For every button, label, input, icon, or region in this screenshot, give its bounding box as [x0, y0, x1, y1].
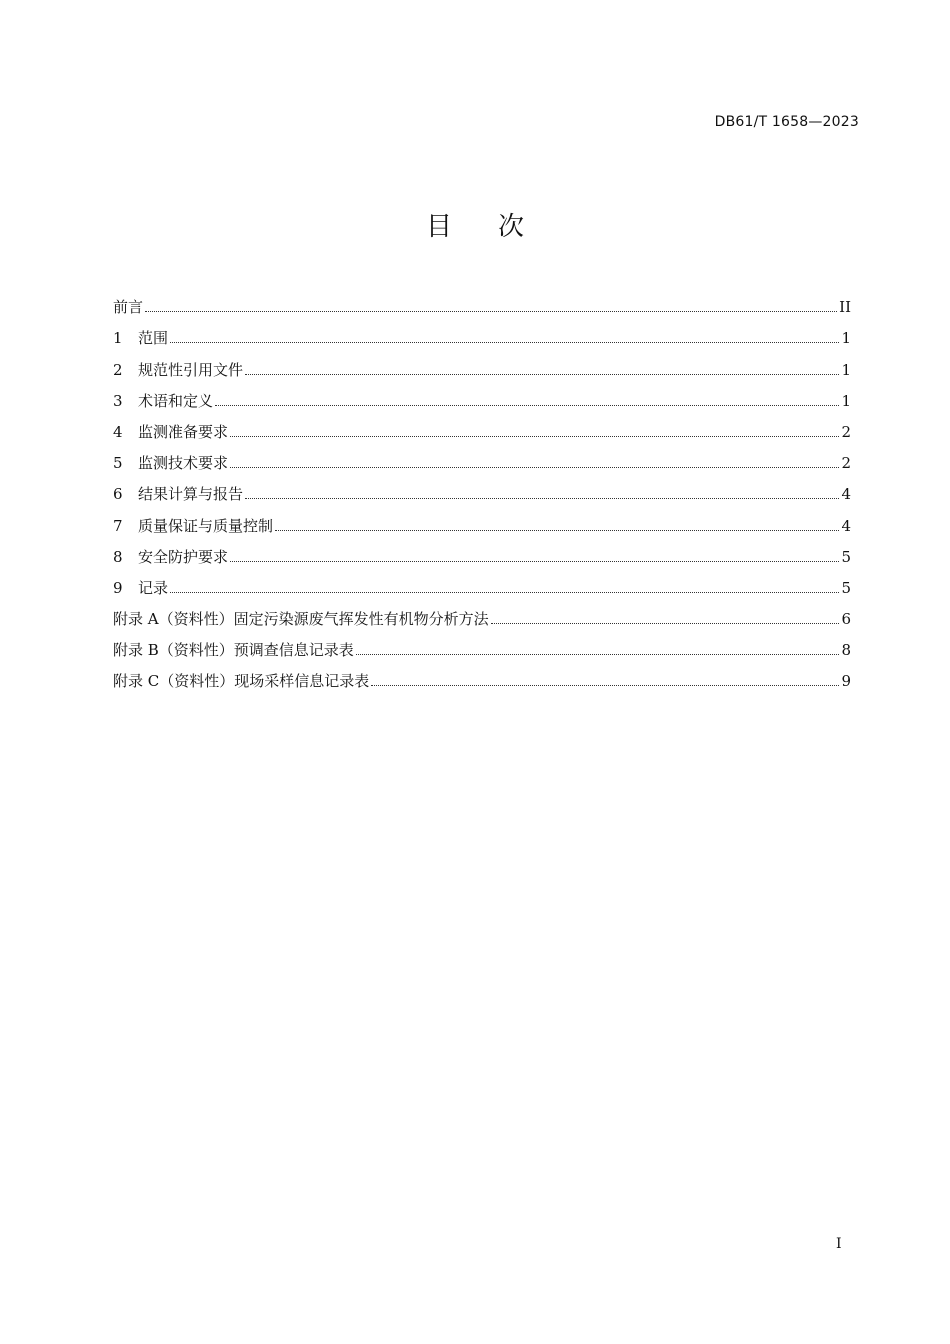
toc-entry-foreword[interactable] — [113, 286, 851, 317]
toc-entry-page: 1 — [841, 391, 851, 410]
dot-leader — [371, 685, 839, 686]
toc-entry-page: 8 — [841, 641, 851, 660]
dot-leader — [170, 342, 839, 343]
toc-entry-number: 2 — [113, 360, 123, 379]
toc-entry-8[interactable] — [113, 536, 851, 567]
toc-entry-appendix-c[interactable] — [113, 660, 851, 691]
toc-entry-page: 4 — [841, 516, 851, 535]
toc-entry-label: 前言 — [113, 298, 144, 317]
document-code: DB61/T 1658—2023 — [714, 114, 859, 130]
page-number: I — [836, 1236, 842, 1252]
toc-entry-page: II — [839, 298, 851, 317]
toc-entry-number: 5 — [113, 454, 123, 473]
toc-entry-number: 3 — [113, 391, 123, 410]
toc-entry-5[interactable] — [113, 442, 851, 473]
toc-entry-label: 规范性引用文件 — [138, 360, 244, 379]
dot-leader — [145, 311, 837, 312]
dot-leader — [245, 498, 839, 499]
toc-entry-number: 7 — [113, 516, 123, 535]
dot-leader — [230, 436, 839, 437]
toc-entry-label: 记录 — [138, 578, 169, 597]
toc-entry-7[interactable] — [113, 504, 851, 535]
toc-entry-number: 9 — [113, 578, 123, 597]
toc-entry-page: 2 — [841, 422, 851, 441]
toc-entry-number: 1 — [113, 329, 123, 348]
toc-entry-number: 4 — [113, 422, 123, 441]
table-of-contents — [113, 286, 851, 691]
toc-entry-6[interactable] — [113, 473, 851, 504]
toc-entry-page: 5 — [841, 578, 851, 597]
dot-leader — [356, 654, 840, 655]
toc-entry-label: 术语和定义 — [138, 391, 214, 410]
toc-entry-appendix-b[interactable] — [113, 629, 851, 660]
toc-entry-page: 4 — [841, 485, 851, 504]
toc-entry-page: 5 — [841, 547, 851, 566]
dot-leader — [245, 374, 839, 375]
dot-leader — [491, 623, 840, 624]
toc-entry-label: 范围 — [138, 329, 169, 348]
toc-title — [0, 206, 950, 243]
toc-title-left: 目 — [425, 212, 452, 242]
toc-entry-page: 6 — [841, 610, 851, 629]
toc-entry-label: 质量保证与质量控制 — [138, 516, 274, 535]
toc-title-right: 次 — [498, 212, 525, 242]
toc-entry-4[interactable] — [113, 411, 851, 442]
toc-entry-label: 附录 C（资料性）现场采样信息记录表 — [113, 672, 370, 691]
toc-entry-3[interactable] — [113, 380, 851, 411]
toc-entry-label: 结果计算与报告 — [138, 485, 244, 504]
toc-entry-page: 1 — [841, 329, 851, 348]
toc-entry-page: 1 — [841, 360, 851, 379]
dot-leader — [275, 530, 839, 531]
toc-entry-2[interactable] — [113, 348, 851, 379]
toc-entry-page: 9 — [841, 672, 851, 691]
dot-leader — [170, 592, 839, 593]
toc-entry-label: 监测技术要求 — [138, 454, 229, 473]
toc-entry-page: 2 — [841, 454, 851, 473]
toc-entry-1[interactable] — [113, 317, 851, 348]
toc-entry-label: 附录 A（资料性）固定污染源废气挥发性有机物分析方法 — [113, 610, 489, 629]
toc-entry-number: 6 — [113, 485, 123, 504]
dot-leader — [230, 561, 839, 562]
toc-entry-appendix-a[interactable] — [113, 598, 851, 629]
toc-entry-9[interactable] — [113, 567, 851, 598]
dot-leader — [230, 467, 839, 468]
toc-entry-label: 附录 B（资料性）预调查信息记录表 — [113, 641, 354, 660]
dot-leader — [215, 405, 839, 406]
toc-entry-label: 监测准备要求 — [138, 422, 229, 441]
toc-entry-number: 8 — [113, 547, 123, 566]
toc-entry-label: 安全防护要求 — [138, 547, 229, 566]
